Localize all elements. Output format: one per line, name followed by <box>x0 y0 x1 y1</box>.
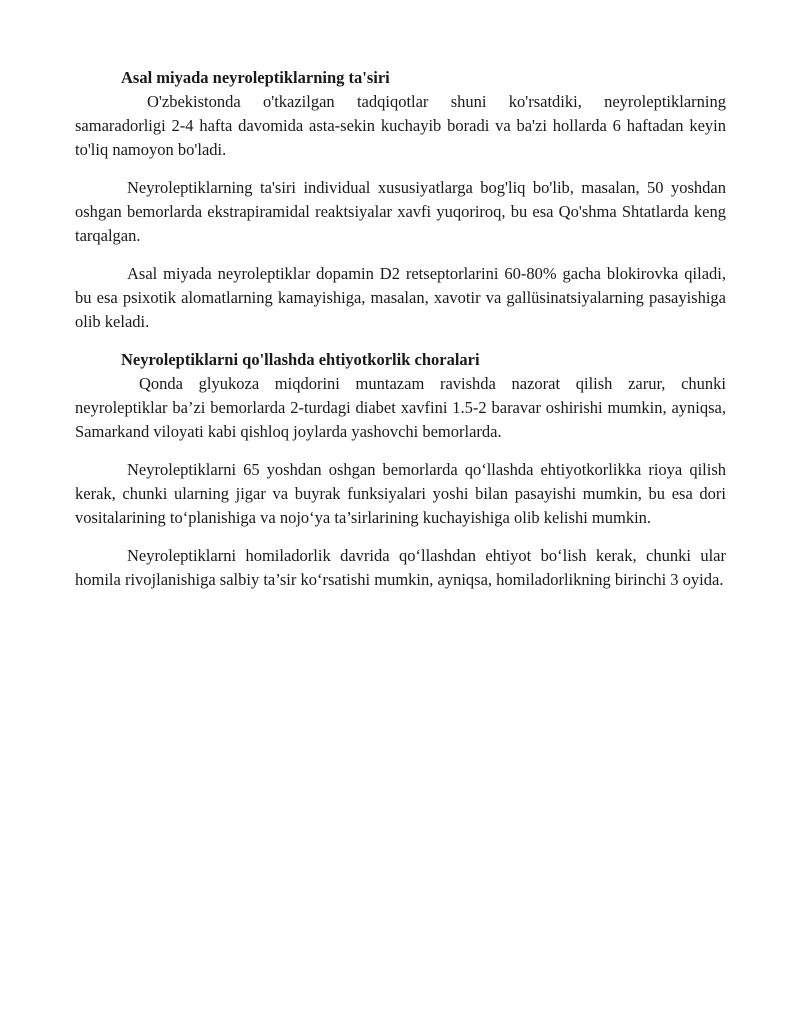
paragraph-1-2: Neyroleptiklarning ta'siri individual xususiyatlarga bog'liq bo'lib, masalan, 50 yoshdan oshgan bemorlarda ekstrapiramidal reaktsiyalar xavfi yuqoriroq, bu esa Qo'shma Shtatlarda keng tarqalgan. <box>75 178 726 245</box>
document-page <box>75 66 726 592</box>
spacer <box>75 444 726 458</box>
spacer <box>75 162 726 176</box>
spacer <box>75 248 726 262</box>
spacer <box>75 530 726 544</box>
paragraph-1-3: Asal miyada neyroleptiklar dopamin D2 retseptorlarini 60-80% gacha blokirovka qiladi, bu esa psixotik alomatlarning kamayishiga, masalan, xavotir va gallüsinatsiyalarning pasayishiga olib keladi. <box>75 264 726 331</box>
section-heading-1: Asal miyada neyroleptiklarning ta'siri <box>121 68 390 87</box>
section-heading-2: Neyroleptiklarni qo'llashda ehtiyotkorlik choralari <box>121 350 480 369</box>
paragraph-2-1: Qonda glyukoza miqdorini muntazam ravishda nazorat qilish zarur, chunki neyroleptiklar ba’zi bemorlarda 2-turdagi diabet xavfini 1.5-2 baravar oshirishi mumkin, ayniqsa, Samarkand viloyati kabi qishloq joylarda yashovchi bemorlarda. <box>75 374 726 441</box>
paragraph-1-1: O'zbekistonda o'tkazilgan tadqiqotlar shuni ko'rsatdiki, neyroleptiklarning samaradorligi 2-4 hafta davomida asta-sekin kuchayib boradi va ba'zi hollarda 6 haftadan keyin to'liq namoyon bo'ladi. <box>75 92 726 159</box>
paragraph-2-3: Neyroleptiklarni homiladorlik davrida qo‘llashdan ehtiyot bo‘lish kerak, chunki ular homila rivojlanishiga salbiy ta’sir ko‘rsatishi mumkin, ayniqsa, homiladorlikning birinchi 3 oyida. <box>75 546 726 589</box>
paragraph-2-2: Neyroleptiklarni 65 yoshdan oshgan bemorlarda qo‘llashda ehtiyotkorlikka rioya qilish kerak, chunki ularning jigar va buyrak funksiyalari yoshi bilan pasayishi mumkin, bu esa dori vositalarining to‘planishiga va nojo‘ya ta’sirlarining kuchayishiga olib kelishi mumkin. <box>75 460 726 527</box>
spacer <box>75 334 726 348</box>
